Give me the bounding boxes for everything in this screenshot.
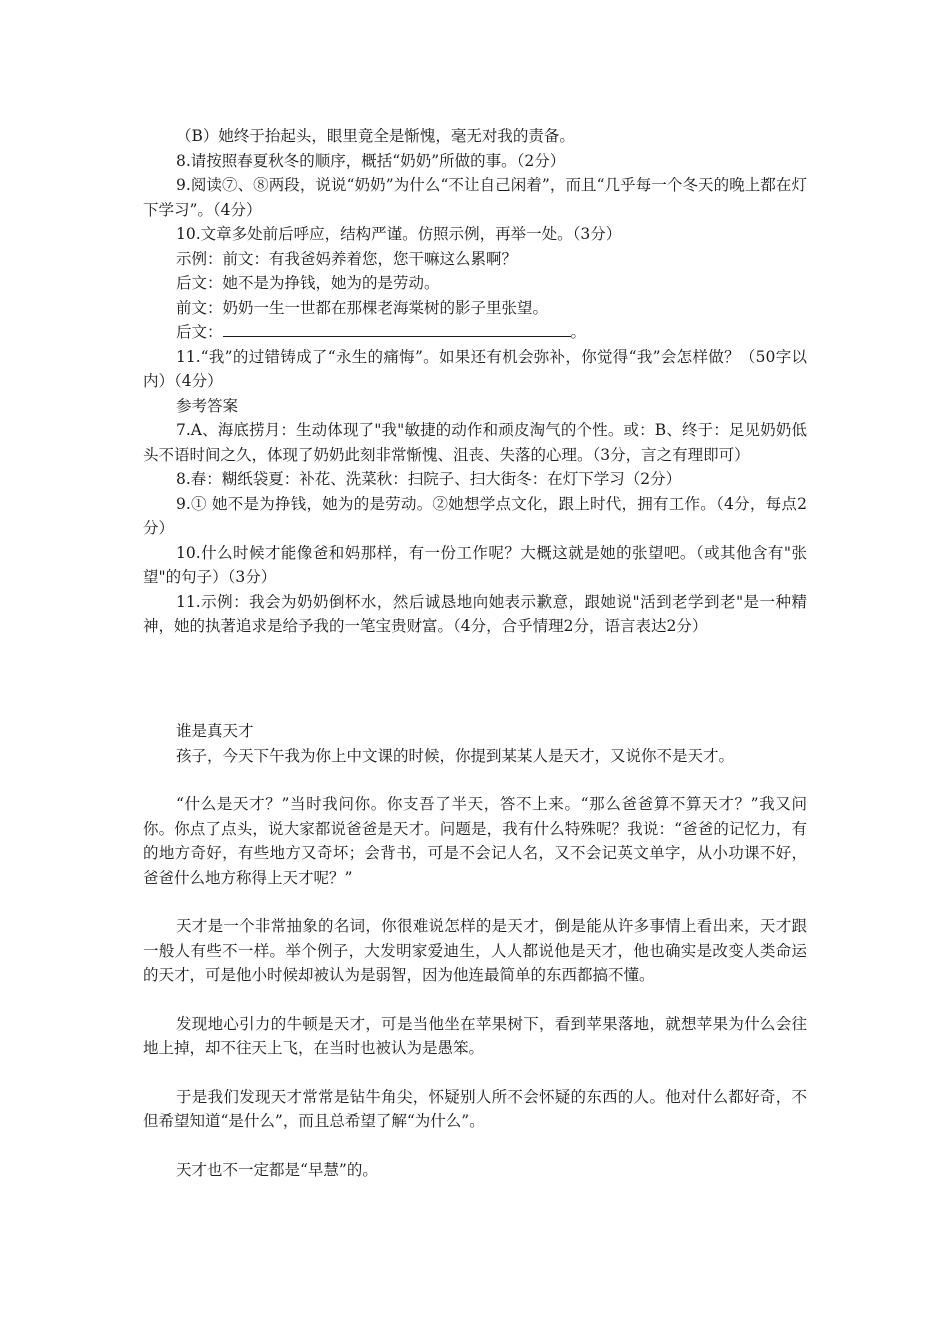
answer-9: 9.① 她不是为挣钱，她为的是劳动。②她想学点文化，跟上时代，拥有工作。（4分，每点2分） xyxy=(143,494,807,537)
paragraph-gap xyxy=(143,768,807,792)
back-text-label: 后文： xyxy=(176,323,223,341)
essay-paragraph-5: 于是我们发现天才常常是钻牛角尖，怀疑别人所不会怀疑的东西的人。他对什么都好奇，不但希望知道“是什么”，而且总希望了解“为什么”。 xyxy=(143,1087,807,1130)
essay-paragraph-3: 天才是一个非常抽象的名词，你很难说怎样的是天才，倒是能从许多事情上看出来，天才跟一般人有些不一样。举个例子，大发明家爱迪生，人人都说他是天才，他也确实是改变人类命运的天才，可是他小时候却被认为是弱智，因为他连最简单的东西都搞不懂。 xyxy=(143,917,807,984)
answer-7: 7.A、海底捞月：生动体现了"我"敏捷的动作和顽皮淘气的个性。或：B、终于：足见奶奶低头不语时间之久，体现了奶奶此刻非常惭愧、沮丧、失落的心理。（3分，言之有理即可） xyxy=(143,421,807,464)
example-front-text: 示例：前文：有我爸妈养着您，您干嘛这么累啊？ xyxy=(176,249,518,268)
option-b-line: （B）她终于抬起头，眼里竟全是惭愧，毫无对我的责备。 xyxy=(176,127,575,145)
answer-10: 10.什么时候才能像爸和妈那样，有一份工作呢？大概这就是她的张望吧。（或其他含有"张望"的句子）（3分） xyxy=(143,543,807,586)
essay-paragraph-1: 孩子，今天下午我为你上中文课的时候，你提到某某人是天才，又说你不是天才。 xyxy=(176,746,735,765)
paragraph-gap xyxy=(143,1134,807,1158)
back-text-blank-line xyxy=(143,320,807,345)
essay-paragraph-2: “什么是天才？”当时我问你。你支吾了半天，答不上来。“那么爸爸算不算天才？”我又问你。你点了点头，说大家都说爸爸是天才。问题是，我有什么特殊呢？我说：“爸爸的记忆力，有的地方奇好，有些地方又奇坏；会背书，可是不会记人名，又不会记英文单字，从小功课不好，爸爸什么地方称得上天才呢？” xyxy=(143,795,807,887)
question-11: 11.“我”的过错铸成了“永生的痛悔”。如果还有机会弥补，你觉得“我”会怎样做？（50字以内）（4分） xyxy=(143,347,807,390)
questions-and-answers-section xyxy=(143,124,807,639)
paragraph-gap xyxy=(143,988,807,1012)
question-8: 8.请按照春夏秋冬的顺序，概括“奶奶”所做的事。（2分） xyxy=(176,151,566,170)
essay-section xyxy=(143,719,807,1182)
answer-8: 8.春：糊纸袋夏：补花、洗菜秋：扫院子、扫大街冬：在灯下学习（2分） xyxy=(176,470,682,488)
answer-11: 11.示例：我会为奶奶倒杯水，然后诚恳地向她表示歉意，跟她说"活到老学到老"是一种精神，她的执著追求是给予我的一笔宝贵财富。（4分，合乎情理2分，语言表达2分） xyxy=(143,592,807,635)
back-text-end: 。 xyxy=(570,323,587,341)
paragraph-gap xyxy=(143,1061,807,1085)
front-text: 前文：奶奶一生一世都在那棵老海棠树的影子里张望。 xyxy=(176,298,549,317)
essay-paragraph-4: 发现地心引力的牛顿是天才，可是当他坐在苹果树下，看到苹果落地，就想苹果为什么会往地上掉，却不往天上飞，在当时也被认为是愚笨。 xyxy=(143,1014,807,1057)
essay-title: 谁是真天才 xyxy=(176,722,254,740)
answers-heading: 参考答案 xyxy=(176,396,239,415)
essay-paragraph-6: 天才也不一定都是“早慧”的。 xyxy=(176,1160,378,1179)
paragraph-gap xyxy=(143,890,807,914)
example-back-text: 后文：她不是为挣钱，她为的是劳动。 xyxy=(176,274,440,292)
answer-blank xyxy=(223,320,571,337)
question-9: 9.阅读⑦、⑧两段，说说“奶奶”为什么“不让自己闲着”，而且“几乎每一个冬天的晚上都在灯下学习”。（4分） xyxy=(143,176,807,219)
question-10: 10.文章多处前后呼应，结构严谨。仿照示例，再举一处。（3分） xyxy=(176,225,622,243)
